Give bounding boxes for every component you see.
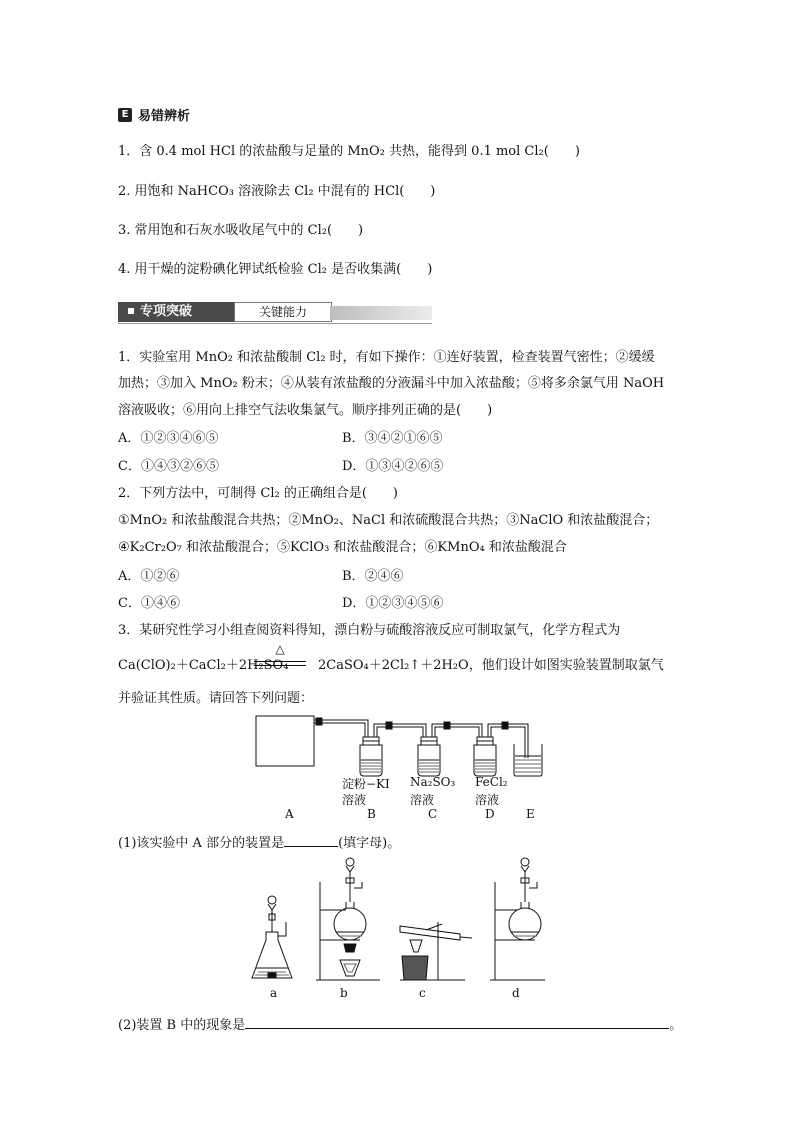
- q3-eq-condition: △: [254, 642, 306, 666]
- q2-option-c: C．①④⑥: [118, 596, 180, 611]
- banner-underline: [118, 323, 432, 324]
- label-d-line1: FeCl₂: [475, 775, 508, 789]
- section-icon: E: [118, 108, 132, 122]
- q2-option-b: B．②④⑥: [342, 569, 404, 584]
- section-title: 易错辨析: [138, 109, 191, 124]
- letter-c: C: [428, 807, 438, 821]
- section-banner: [118, 300, 432, 324]
- q2-option-d: D．①②③④⑤⑥: [342, 596, 444, 611]
- label-d-line2: 溶液: [475, 793, 500, 807]
- q1-line2: 加热；③加入 MnO₂ 粉末；④从装有浓盐酸的分液漏斗中加入浓盐酸；⑤将多余氯气用 NaOH: [118, 376, 665, 391]
- q2-line1: 2．下列方法中，可制得 Cl₂ 的正确组合是( ): [118, 486, 398, 501]
- q2-line3: ④K₂Cr₂O₇ 和浓盐酸混合；⑤KClO₃ 和浓盐酸混合；⑥KMnO₄ 和浓盐酸混合: [118, 540, 567, 555]
- label-b-line1: 淀粉−KI: [342, 777, 390, 791]
- q2-line2: ①MnO₂ 和浓盐酸混合共热；②MnO₂、NaCl 和浓硫酸混合共热；③NaClO 和浓盐酸混合；: [118, 513, 659, 528]
- q1-option-b: B．③④②①⑥⑤: [342, 431, 443, 446]
- label-b-line2: 溶液: [342, 793, 367, 807]
- q3-sub2: (2)装置 B 中的现象是 。: [118, 1018, 683, 1033]
- label-c-line1: Na₂SO₃: [410, 775, 456, 789]
- bottle-d: [474, 737, 496, 776]
- banner-bar: [330, 306, 432, 320]
- option-d-stand: [490, 858, 545, 980]
- bottle-b: [360, 737, 382, 776]
- error-item-2: 2. 用饱和 NaHCO₃ 溶液除去 Cl₂ 中混有的 HCl( ): [118, 184, 436, 199]
- option-a-flask: [252, 896, 292, 978]
- option-b-stand: [316, 858, 380, 980]
- bottle-c: [418, 737, 440, 776]
- banner-sub: 关键能力: [234, 302, 332, 322]
- q3-eq-left: Ca(ClO)₂＋CaCl₂＋2H₂SO₄: [118, 658, 289, 673]
- answer-blank-2[interactable]: [245, 1016, 669, 1029]
- option-label-c: c: [419, 986, 426, 1000]
- options-diagram: [250, 852, 550, 987]
- option-label-b: b: [340, 986, 348, 1000]
- option-label-a: a: [270, 986, 278, 1000]
- error-item-3: 3. 常用饱和石灰水吸收尾气中的 Cl₂( ): [118, 223, 364, 238]
- banner-main: 专项突破: [118, 302, 234, 322]
- error-item-4: 4. 用干燥的淀粉碘化钾试纸检验 Cl₂ 是否收集满( ): [118, 262, 433, 277]
- letter-b: B: [367, 807, 376, 821]
- error-item-1: 1．含 0.4 mol HCl 的浓盐酸与足量的 MnO₂ 共热，能得到 0.1 mol Cl₂( ): [118, 144, 580, 159]
- letter-d: D: [485, 807, 495, 821]
- option-c-tube: [400, 922, 472, 980]
- q3-eq-right: 2CaSO₄＋2Cl₂↑＋2H₂O，他们设计如图实验装置制取氯气: [318, 658, 664, 673]
- option-label-d: d: [512, 986, 520, 1000]
- q1-option-c: C．①④③②⑥⑤: [118, 459, 219, 474]
- q3-line3: 并验证其性质。请回答下列问题：: [118, 691, 314, 706]
- q3-sub1: (1)该实验中 A 部分的装置是 (填字母)。: [118, 836, 401, 851]
- apparatus-a-box: [256, 716, 314, 766]
- q1-line1: 1．实验室用 MnO₂ 和浓盐酸制 Cl₂ 时，有如下操作：①连好装置，检查装置气密性；②缓缓: [118, 350, 655, 365]
- apparatus-diagram: [250, 710, 550, 825]
- q1-option-a: A．①②③④⑥⑤: [118, 431, 219, 446]
- answer-blank-1[interactable]: [284, 834, 338, 847]
- section-header-errors: [118, 105, 190, 124]
- q2-option-a: A．①②⑥: [118, 569, 180, 584]
- q3-line1: 3．某研究性学习小组查阅资料得知，漂白粉与硫酸溶液反应可制取氯气，化学方程式为: [118, 623, 621, 638]
- q1-option-d: D．①③④②⑥⑤: [342, 459, 444, 474]
- square-icon: [128, 308, 134, 314]
- q1-line3: 溶液吸收；⑥用向上排空气法收集氯气。顺序排列正确的是( ): [118, 403, 493, 418]
- letter-a: A: [285, 807, 294, 821]
- letter-e: E: [526, 807, 535, 821]
- label-c-line2: 溶液: [410, 793, 435, 807]
